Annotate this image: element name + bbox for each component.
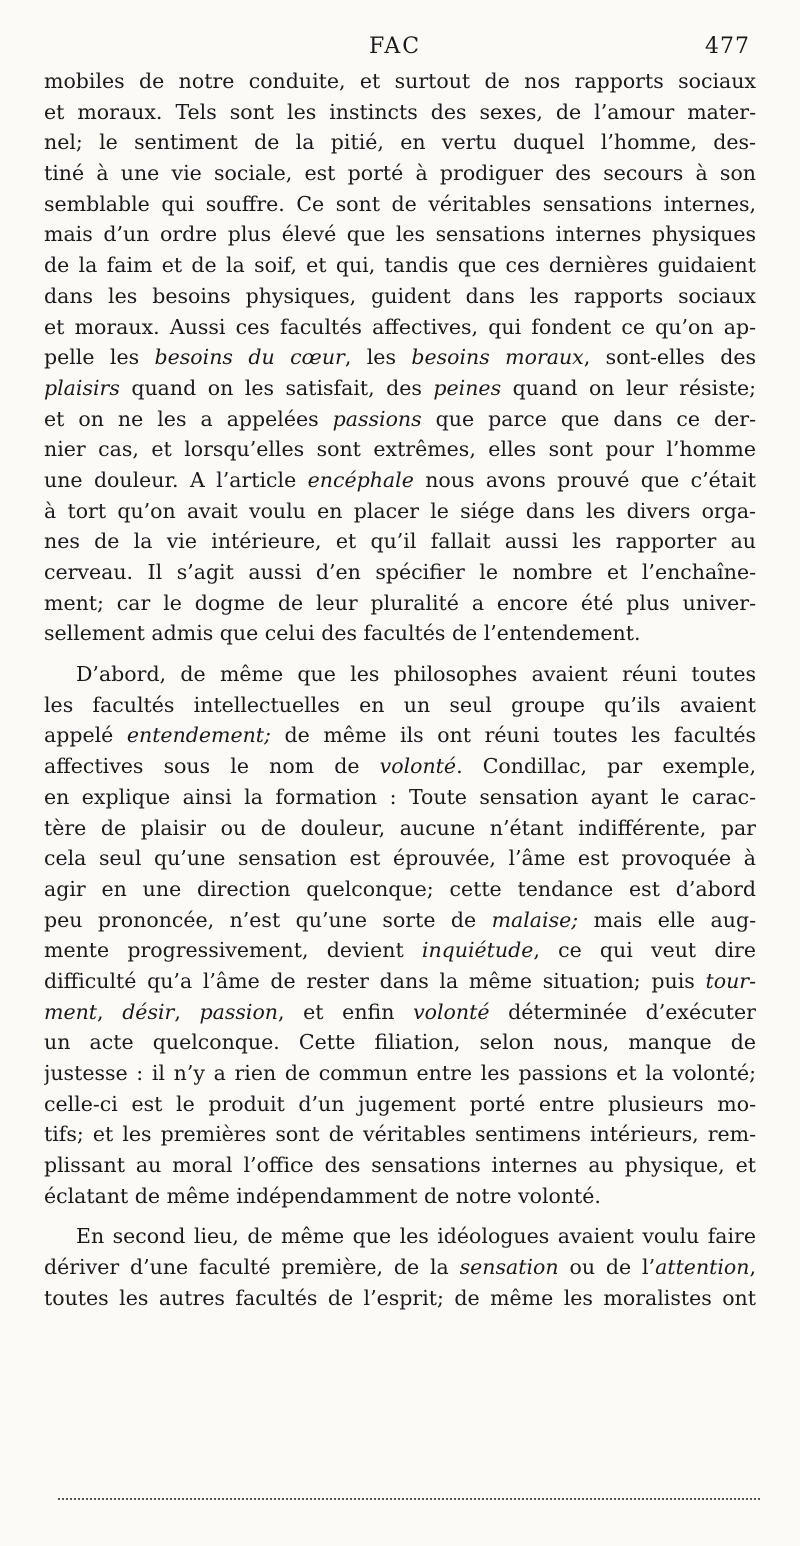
italic-text: attention <box>655 1255 750 1280</box>
paragraph <box>44 1221 756 1313</box>
text-run: celle-ci est le produit d’un jugement porté entre plusieurs mo- <box>44 1091 756 1116</box>
text-line <box>44 1252 756 1283</box>
text-line <box>44 66 756 97</box>
text-run: , <box>97 999 123 1024</box>
text-run: nier cas, et lorsqu’elles sont extrêmes, elles sont pour l’homme <box>44 437 756 462</box>
text-run: de même ils ont réuni toutes les facultés <box>270 723 756 748</box>
text-line <box>44 1181 756 1212</box>
text-run: semblable qui souffre. Ce sont de véritables sensations internes, <box>44 191 756 216</box>
text-run: et moraux. Aussi ces facultés affectives, qui fondent ce qu’on ap- <box>44 314 756 339</box>
text-run: un acte quelconque. Cette filiation, selon nous, manque de <box>44 1030 756 1055</box>
text-line <box>44 342 756 373</box>
italic-text: volonté <box>379 754 457 779</box>
text-run: appelé <box>44 723 127 748</box>
italic-text: peines <box>433 375 502 400</box>
text-run: quand on leur résiste; <box>501 375 756 400</box>
text-run: déterminée d’exécuter <box>489 999 756 1024</box>
text-run: de la faim et de la soif, et qui, tandis que ces dernières guidaient <box>44 253 756 278</box>
text-run: , <box>749 1255 756 1280</box>
text-line <box>44 935 756 966</box>
text-line <box>44 1027 756 1058</box>
text-run: En second lieu, de même que les idéologues avaient voulu faire <box>76 1224 756 1249</box>
italic-text: inquiétude <box>421 938 534 963</box>
text-line <box>44 434 756 465</box>
text-line <box>44 312 756 343</box>
text-run: quand on les satisfait, des <box>119 375 434 400</box>
text-line <box>44 966 756 997</box>
text-line <box>44 557 756 588</box>
text-line <box>44 526 756 557</box>
text-run: et moraux. Tels sont les instincts des sexes, de l’amour mater- <box>44 99 756 124</box>
text-run: plissant au moral l’office des sensations internes au physique, et <box>44 1153 756 1178</box>
footer-dotted-rule <box>58 1498 760 1500</box>
text-line <box>44 659 756 690</box>
text-run: ou de l’ <box>558 1255 656 1280</box>
text-run: affectives sous le nom de <box>44 754 380 779</box>
text-line <box>44 127 756 158</box>
text-run: ment; car le dogme de leur pluralité a encore été plus univer- <box>44 590 756 615</box>
italic-text: désir <box>122 999 175 1024</box>
text-line <box>44 250 756 281</box>
text-run: en explique ainsi la formation : Toute sensation ayant le carac- <box>44 784 756 809</box>
text-run: dériver d’une faculté première, de la <box>44 1255 460 1280</box>
text-run: , ce qui veut dire <box>533 938 756 963</box>
text-line <box>44 905 756 936</box>
text-run: une douleur. A l’article <box>44 467 308 492</box>
text-run: nes de la vie intérieure, et qu’il fallait aussi les rapporter au <box>44 529 756 554</box>
text-run: mente progressivement, devient <box>44 938 422 963</box>
text-line <box>44 1150 756 1181</box>
italic-text: ment <box>44 999 98 1024</box>
text-line <box>44 1119 756 1150</box>
page-header <box>0 34 800 66</box>
text-line <box>44 281 756 312</box>
text-line <box>44 720 756 751</box>
text-line <box>44 158 756 189</box>
text-line <box>44 618 756 649</box>
italic-text: encéphale <box>307 467 414 492</box>
text-line <box>44 404 756 435</box>
text-run: que parce que dans ce der- <box>421 406 756 431</box>
text-run: , <box>174 999 200 1024</box>
italic-text: tour- <box>705 968 756 993</box>
italic-text: passion <box>199 999 278 1024</box>
text-run: mobiles de notre conduite, et surtout de nos rapports sociaux <box>44 69 756 93</box>
text-run: mais d’un ordre plus élevé que les sensations internes physiques <box>44 222 756 247</box>
text-run: dans les besoins physiques, guident dans les rapports sociaux <box>44 283 756 308</box>
text-line <box>44 1058 756 1089</box>
paragraph <box>44 659 756 1211</box>
text-line <box>44 751 756 782</box>
text-run: cerveau. Il s’agit aussi d’en spécifier le nombre et l’enchaîne- <box>44 560 756 584</box>
running-head: FAC <box>369 34 422 59</box>
text-line <box>44 588 756 619</box>
italic-text: volonté <box>413 999 490 1024</box>
text-run: toutes les autres facultés de l’esprit; de même les moralistes ont <box>44 1285 756 1310</box>
text-run: peu prononcée, n’est qu’une sorte de <box>44 907 492 932</box>
text-line <box>44 813 756 844</box>
italic-text: besoins moraux <box>411 345 584 370</box>
italic-text: malaise; <box>491 907 579 932</box>
text-line <box>44 189 756 220</box>
text-line <box>44 997 756 1028</box>
text-run: pelle les <box>44 345 155 370</box>
italic-text: passions <box>332 406 422 431</box>
text-run: nous avons prouvé que c’était <box>413 467 756 492</box>
text-run: éclatant de même indépendamment de notre volonté. <box>44 1183 601 1208</box>
text-line <box>44 97 756 128</box>
text-line <box>44 1089 756 1120</box>
text-line <box>44 690 756 721</box>
italic-text: besoins du cœur <box>154 345 345 370</box>
italic-text: entendement; <box>126 723 271 748</box>
text-run: agir en une direction quelconque; cette tendance est d’abord <box>44 876 756 901</box>
text-run: et on ne les a appelées <box>44 406 333 431</box>
text-run: mais elle aug- <box>578 907 756 932</box>
text-line <box>44 496 756 527</box>
text-run: tère de plaisir ou de douleur, aucune n’étant indifférente, par <box>44 815 756 840</box>
text-run: D’abord, de même que les philosophes avaient réuni toutes <box>76 662 756 687</box>
text-line <box>44 843 756 874</box>
text-line <box>44 874 756 905</box>
text-run: , et enfin <box>278 999 414 1024</box>
text-run: difficulté qu’a l’âme de rester dans la même situation; puis <box>44 968 706 993</box>
text-run: à tort qu’on avait voulu en placer le siége dans les divers orga- <box>44 498 756 523</box>
italic-text: plaisirs <box>44 375 120 400</box>
text-line <box>44 373 756 404</box>
text-run: tifs; et les premières sont de véritables sentimens intérieurs, rem- <box>44 1122 756 1147</box>
body-text <box>44 66 756 1324</box>
text-run: , sont-elles des <box>583 345 756 370</box>
text-line <box>44 219 756 250</box>
page-number: 477 <box>705 34 750 59</box>
paragraph <box>44 66 756 649</box>
text-run: , les <box>344 345 412 370</box>
text-run: justesse : il n’y a rien de commun entre les passions et la volonté; <box>44 1061 756 1085</box>
text-run: tiné à une vie sociale, est porté à prodiguer des secours à son <box>44 161 756 186</box>
text-run: . Condillac, par exemple, <box>456 754 756 779</box>
text-line <box>44 1283 756 1314</box>
text-line <box>44 465 756 496</box>
text-run: nel; le sentiment de la pitié, en vertu duquel l’homme, des- <box>44 130 756 155</box>
text-run: cela seul qu’une sensation est éprouvée, l’âme est provoquée à <box>44 846 756 871</box>
text-line <box>44 782 756 813</box>
text-run: les facultés intellectuelles en un seul groupe qu’ils avaient <box>44 692 756 717</box>
text-line <box>44 1221 756 1252</box>
text-run: sellement admis que celui des facultés de l’entendement. <box>44 621 641 646</box>
italic-text: sensation <box>459 1255 559 1280</box>
